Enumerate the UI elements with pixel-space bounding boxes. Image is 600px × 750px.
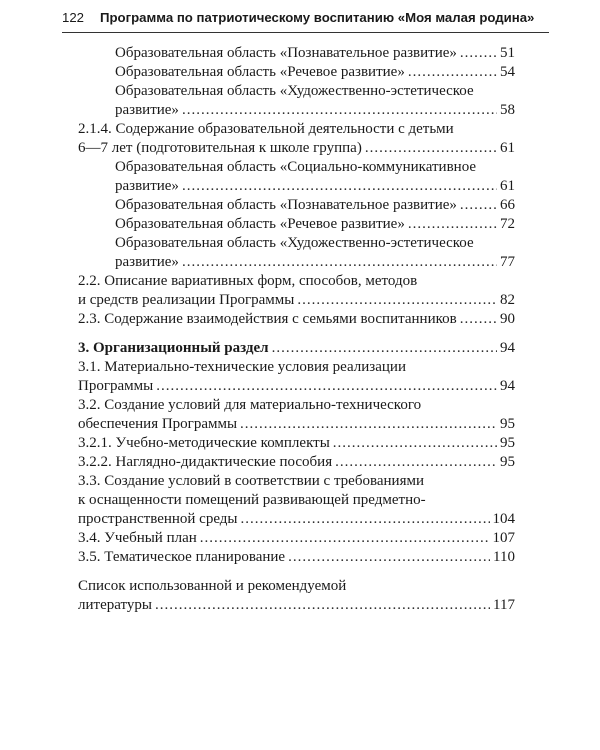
- toc-entry: [78, 272, 515, 310]
- toc-entry-text: Образовательная область «Познавательное развитие»: [115, 197, 457, 213]
- toc-entry-text: и средств реализации Программы: [78, 292, 295, 308]
- toc-entry-text: 6—7 лет (подготовительная к школе группа): [78, 140, 362, 156]
- dot-leader: [333, 434, 497, 453]
- toc-entry: [78, 548, 515, 567]
- toc-entry-last-line: [115, 44, 515, 63]
- toc-entry: [78, 82, 515, 120]
- toc-entry-text: 3.1. Материально-технические условия реализации: [78, 359, 406, 375]
- toc-entry-last-line: [78, 529, 515, 548]
- toc-entry-text: развитие»: [115, 254, 179, 270]
- dot-leader: [241, 510, 490, 529]
- toc-entry-last-line: [115, 63, 515, 82]
- toc-entry-text: 3.4. Учебный план: [78, 530, 197, 546]
- toc-entry-last-line: [78, 339, 515, 358]
- toc-entry-last-line: [78, 510, 515, 529]
- toc-page-number: 66: [500, 197, 515, 213]
- table-of-contents: [78, 44, 515, 615]
- toc-page-number: 72: [500, 216, 515, 232]
- dot-leader: [182, 177, 497, 196]
- toc-entry: [78, 529, 515, 548]
- toc-entry-last-line: [78, 453, 515, 472]
- toc-entry-text: развитие»: [115, 102, 179, 118]
- toc-page-number: 110: [493, 549, 515, 565]
- dot-leader: [240, 415, 497, 434]
- toc-entry-text: Программы: [78, 378, 154, 394]
- toc-entry-last-line: [115, 215, 515, 234]
- toc-entry-text: 2.2. Описание вариативных форм, способов, методов: [78, 273, 418, 289]
- toc-entry-last-line: [115, 253, 515, 272]
- toc-page-number: 117: [493, 597, 515, 613]
- toc-page-number: 54: [500, 64, 515, 80]
- dot-leader: [182, 253, 497, 272]
- dot-leader: [408, 63, 497, 82]
- running-title: Программа по патриотическому воспитанию «Моя малая родина»: [100, 10, 535, 25]
- toc-entry: [78, 158, 515, 196]
- header-rule: [62, 32, 549, 33]
- toc-entry-text: Образовательная область «Художественно-эстетическое: [115, 235, 474, 251]
- toc-page-number: 90: [500, 311, 515, 327]
- toc-page-number: 77: [500, 254, 515, 270]
- toc-entry: [78, 434, 515, 453]
- dot-leader: [155, 596, 490, 615]
- toc-entry-text: 3.2. Создание условий для материально-технического: [78, 397, 422, 413]
- toc-entry-text: 3.5. Тематическое планирование: [78, 549, 286, 565]
- toc-entry: [78, 120, 515, 158]
- toc-entry-last-line: [78, 310, 515, 329]
- toc-entry: [78, 234, 515, 272]
- toc-entry: [78, 310, 515, 329]
- dot-leader: [365, 139, 497, 158]
- toc-entry-text: Образовательная область «Речевое развитие»: [115, 216, 405, 232]
- toc-entry-last-line: [78, 596, 515, 615]
- toc-page-number: 58: [500, 102, 515, 118]
- toc-entry-text: пространственной среды: [78, 511, 238, 527]
- toc-page-number: 94: [500, 340, 515, 356]
- toc-entry: [78, 339, 515, 358]
- toc-page-number: 82: [500, 292, 515, 308]
- toc-entry: [78, 215, 515, 234]
- toc-entry-text: обеспечения Программы: [78, 416, 238, 432]
- toc-entry: [78, 63, 515, 82]
- toc-page-number: 94: [500, 378, 515, 394]
- dot-leader: [335, 453, 497, 472]
- dot-leader: [288, 548, 490, 567]
- toc-entry-last-line: [115, 101, 515, 120]
- toc-entry-text: 3.2.1. Учебно-методические комплекты: [78, 435, 330, 451]
- toc-entry-last-line: [78, 548, 515, 567]
- toc-page-number: 95: [500, 454, 515, 470]
- dot-leader: [460, 310, 497, 329]
- toc-entry: [78, 44, 515, 63]
- toc-page-number: 61: [500, 140, 515, 156]
- toc-entry-text: Образовательная область «Речевое развитие»: [115, 64, 405, 80]
- toc-entry-last-line: [115, 196, 515, 215]
- toc-entry-text: литературы: [78, 597, 152, 613]
- toc-entry: [78, 472, 515, 529]
- toc-entry-text: к оснащенности помещений развивающей предметно-: [78, 492, 426, 508]
- toc-entry-last-line: [78, 415, 515, 434]
- toc-page-number: 104: [492, 511, 515, 527]
- toc-entry: [78, 396, 515, 434]
- dot-leader: [182, 101, 497, 120]
- dot-leader: [272, 339, 497, 358]
- toc-entry-last-line: [78, 139, 515, 158]
- toc-entry-last-line: [78, 291, 515, 310]
- toc-page-number: 107: [492, 530, 515, 546]
- dot-leader: [297, 291, 497, 310]
- dot-leader: [156, 377, 497, 396]
- toc-entry: [78, 577, 515, 615]
- toc-entry-text: 2.3. Содержание взаимодействия с семьями воспитанников: [78, 311, 457, 327]
- dot-leader: [460, 44, 497, 63]
- toc-page-number: 51: [500, 45, 515, 61]
- toc-entry-text: 3.2.2. Наглядно-дидактические пособия: [78, 454, 333, 470]
- running-header: [62, 10, 549, 25]
- dot-leader: [200, 529, 490, 548]
- toc-page-number: 95: [500, 416, 515, 432]
- toc-page-number: 61: [500, 178, 515, 194]
- toc-entry-last-line: [78, 434, 515, 453]
- toc-entry-text: Образовательная область «Социально-коммуникативное: [115, 159, 477, 175]
- toc-entry: [78, 196, 515, 215]
- toc-page-number: 95: [500, 435, 515, 451]
- toc-entry-text: 3. Организационный раздел: [78, 340, 269, 356]
- dot-leader: [408, 215, 497, 234]
- toc-entry-text: Образовательная область «Познавательное развитие»: [115, 45, 457, 61]
- page-number: 122: [62, 10, 85, 25]
- toc-entry: [78, 453, 515, 472]
- toc-entry-last-line: [78, 377, 515, 396]
- toc-entry: [78, 358, 515, 396]
- toc-entry-text: 3.3. Создание условий в соответствии с требованиями: [78, 473, 424, 489]
- toc-entry-text: Список использованной и рекомендуемой: [78, 578, 347, 594]
- toc-entry-text: Образовательная область «Художественно-эстетическое: [115, 83, 474, 99]
- toc-entry-text: развитие»: [115, 178, 179, 194]
- toc-entry-text: 2.1.4. Содержание образовательной деятельности с детьми: [78, 121, 454, 137]
- dot-leader: [460, 196, 497, 215]
- toc-entry-last-line: [115, 177, 515, 196]
